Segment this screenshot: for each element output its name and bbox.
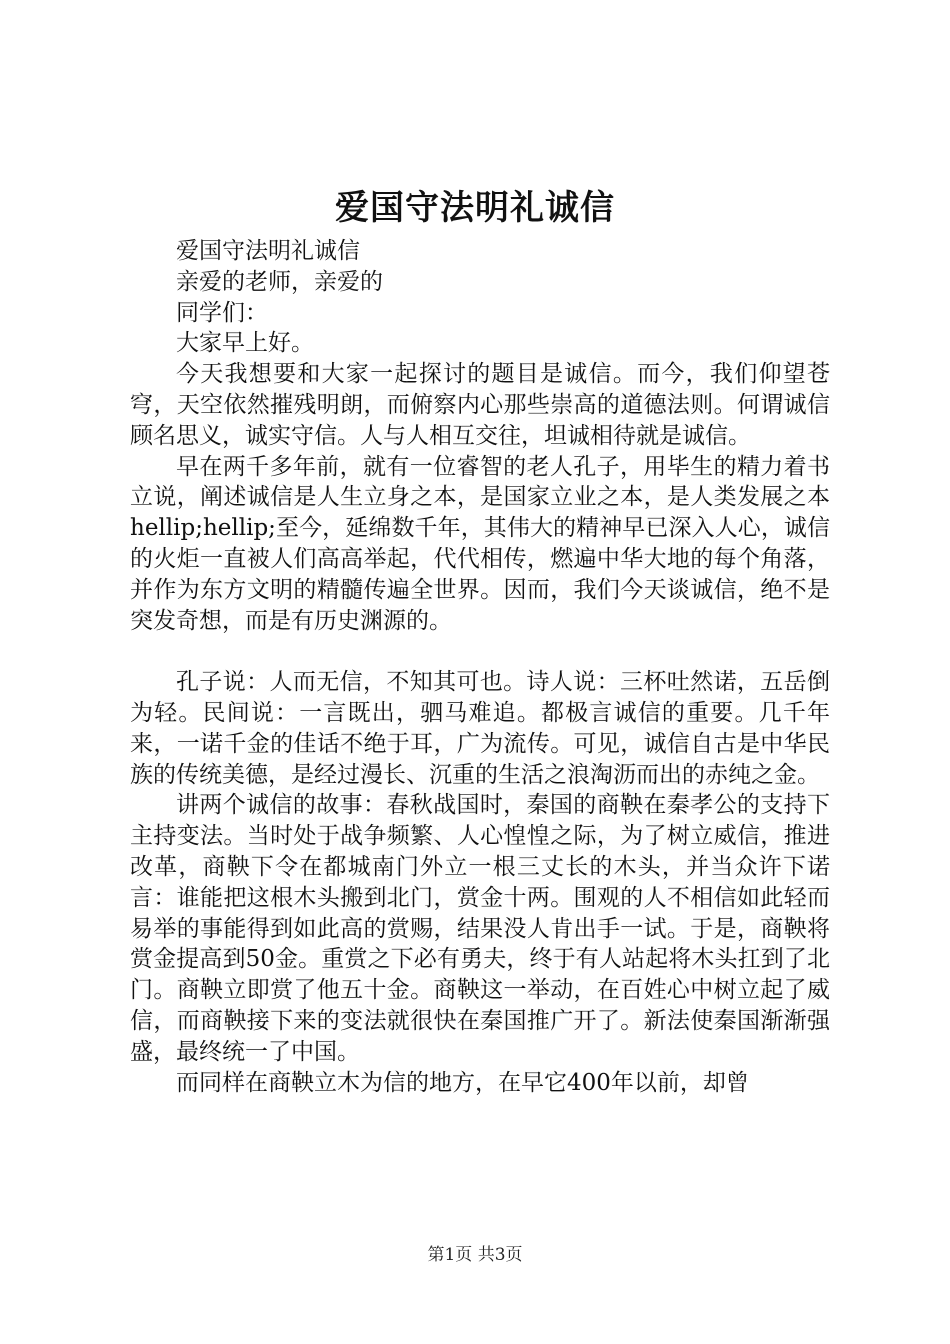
paragraph: 讲两个诚信的故事：春秋战国时，秦国的商鞅在秦孝公的支持下主持变法。当时处于战争频繁、人心惶惶之际，为了树立威信，推进改革，商鞅下令在都城南门外立一根三丈长的木头，并当众许下诺言：谁能把这根木头搬到北门，赏金十两。围观的人不相信如此轻而易举的事能得到如此高的赏赐，结果没人肯出手一试。于是，商鞅将赏金提高到50金。重赏之下必有勇夫，终于有人站起将木头扛到了北门。商鞅立即赏了他五十金。商鞅这一举动，在百姓心中树立起了威信，而商鞅接下来的变法就很快在秦国推广开了。新法使秦国渐渐强盛，最终统一了中国。: [130, 792, 830, 1065]
paragraph: 今天我想要和大家一起探讨的题目是诚信。而今，我们仰望苍穹，天空依然摧残明朗，而俯察内心那些崇高的道德法则。何谓诚信顾名思义，诚实守信。人与人相互交往，坦诚相待就是诚信。: [130, 361, 830, 449]
paragraph: 早在两千多年前，就有一位睿智的老人孔子，用毕生的精力着书立说，阐述诚信是人生立身之本，是国家立业之本，是人类发展之本hellip;hellip;至今，延绵数千年，其伟大的精神早已深入人心，诚信的火炬一直被人们高高举起，代代相传，燃遍中华大地的每个角落，并作为东方文明的精髓传遍全世界。因而，我们今天谈诚信，绝不是突发奇想，而是有历史渊源的。: [130, 453, 830, 634]
paragraph: 亲爱的老师，亲爱的: [176, 268, 383, 295]
document-title: 爱国守法明礼诚信: [335, 188, 615, 228]
paragraph: 爱国守法明礼诚信: [176, 238, 360, 264]
document-body: [130, 236, 830, 1098]
page-footer: 第1页 共3页: [427, 1245, 523, 1265]
paragraph: 同学们：: [176, 299, 268, 326]
paragraph: 孔子说：人而无信，不知其可也。诗人说：三杯吐然诺，五岳倒为轻。民间说：一言既出，驷马难追。都极言诚信的重要。几千年来，一诺千金的佳话不绝于耳，广为流传。可见，诚信自古是中华民族的传统美德，是经过漫长、沉重的生活之浪淘沥而出的赤纯之金。: [130, 669, 830, 788]
paragraph: 大家早上好。: [176, 330, 314, 357]
paragraph: 而同样在商鞅立木为信的地方，在早它400年以前，却曾: [176, 1069, 749, 1096]
